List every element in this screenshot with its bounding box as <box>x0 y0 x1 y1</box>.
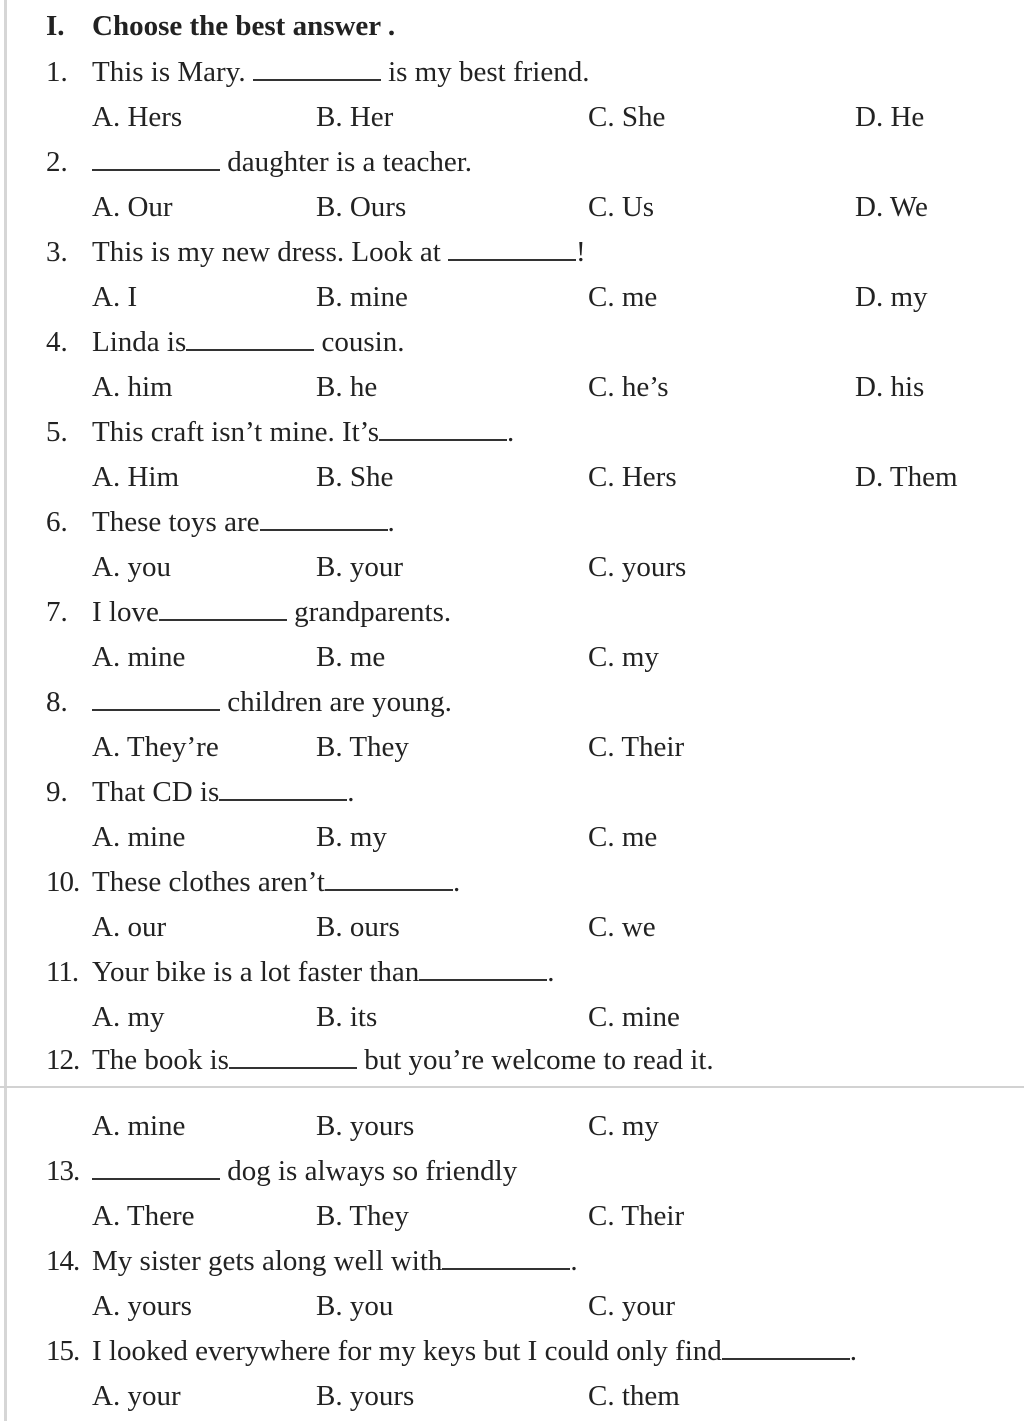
question-14-option-c[interactable]: C. your <box>588 1290 675 1322</box>
question-6-option-c[interactable]: C. yours <box>588 551 687 583</box>
question-2-option-d[interactable]: D. We <box>855 191 928 223</box>
question-13-option-a[interactable]: A. There <box>92 1200 195 1232</box>
question-15-option-b[interactable]: B. yours <box>316 1380 415 1412</box>
question-15-option-c[interactable]: C. them <box>588 1380 680 1412</box>
question-text-after: ! <box>576 236 586 268</box>
question-5-option-c[interactable]: C. Hers <box>588 461 677 493</box>
question-number: 11. <box>46 956 79 988</box>
question-text-after: grandparents. <box>286 596 452 628</box>
question-12 <box>46 1040 714 1080</box>
answer-blank[interactable] <box>253 55 381 81</box>
question-8-option-c[interactable]: C. Their <box>588 731 685 763</box>
question-number: 10. <box>46 866 80 898</box>
question-number: 4. <box>46 326 68 358</box>
question-9-option-b[interactable]: B. my <box>316 821 387 853</box>
question-5-option-b[interactable]: B. She <box>316 461 394 493</box>
question-11-option-b[interactable]: B. its <box>316 1001 378 1033</box>
question-6 <box>46 502 395 542</box>
question-7 <box>46 592 451 632</box>
answer-blank[interactable] <box>159 595 287 621</box>
question-number: 12. <box>46 1044 80 1076</box>
question-text-before: These toys are <box>92 506 260 538</box>
question-number: 13. <box>46 1155 80 1187</box>
question-number: 8. <box>46 686 68 718</box>
question-8-option-b[interactable]: B. They <box>316 731 409 763</box>
question-2 <box>46 142 472 182</box>
question-5-option-d[interactable]: D. Them <box>855 461 958 493</box>
question-6-option-a[interactable]: A. you <box>92 551 171 583</box>
question-text-before: That CD is <box>92 776 220 808</box>
question-text-before: These clothes aren’t <box>92 866 325 898</box>
section-number: I. <box>46 10 65 42</box>
question-14-option-a[interactable]: A. yours <box>92 1290 192 1322</box>
question-text-after: . <box>347 776 355 808</box>
question-13 <box>46 1151 517 1191</box>
question-text-before: Linda is <box>92 326 187 358</box>
answer-blank[interactable] <box>260 505 388 531</box>
answer-blank[interactable] <box>219 775 347 801</box>
question-text-after: . <box>547 956 555 988</box>
page-break-line <box>0 1086 1024 1088</box>
question-12-option-b[interactable]: B. yours <box>316 1110 415 1142</box>
answer-blank[interactable] <box>186 325 314 351</box>
page-left-edge <box>4 0 7 1421</box>
question-14 <box>46 1241 578 1281</box>
question-text-before: This is my new dress. Look at <box>92 236 449 268</box>
question-1 <box>46 52 589 92</box>
question-11-option-c[interactable]: C. mine <box>588 1001 680 1033</box>
section-title: Choose the best answer . <box>92 10 396 42</box>
question-1-option-d[interactable]: D. He <box>855 101 925 133</box>
question-10-option-b[interactable]: B. ours <box>316 911 400 943</box>
question-4-option-c[interactable]: C. he’s <box>588 371 669 403</box>
question-4-option-a[interactable]: A. him <box>92 371 173 403</box>
question-text-after: . <box>387 506 395 538</box>
question-text-after: daughter is a teacher. <box>220 146 473 178</box>
question-2-option-b[interactable]: B. Ours <box>316 191 407 223</box>
question-text-before: I looked everywhere for my keys but I could only find <box>92 1335 722 1367</box>
question-11 <box>46 952 555 992</box>
question-15-option-a[interactable]: A. your <box>92 1380 181 1412</box>
answer-blank[interactable] <box>92 685 220 711</box>
question-text-after: children are young. <box>220 686 452 718</box>
question-14-option-b[interactable]: B. you <box>316 1290 394 1322</box>
question-text-after: cousin. <box>314 326 405 358</box>
question-number: 1. <box>46 56 68 88</box>
question-9 <box>46 772 355 812</box>
answer-blank[interactable] <box>92 145 220 171</box>
question-number: 6. <box>46 506 68 538</box>
question-number: 14. <box>46 1245 80 1277</box>
question-2-option-c[interactable]: C. Us <box>588 191 655 223</box>
question-7-option-a[interactable]: A. mine <box>92 641 186 673</box>
question-12-option-c[interactable]: C. my <box>588 1110 659 1142</box>
question-text-before: The book is <box>92 1044 229 1076</box>
answer-blank[interactable] <box>448 235 576 261</box>
question-text-after: . <box>849 1335 858 1367</box>
question-text-after: . <box>570 1245 578 1277</box>
question-8-option-a[interactable]: A. They’re <box>92 731 219 763</box>
question-9-option-c[interactable]: C. me <box>588 821 658 853</box>
question-15 <box>46 1331 857 1371</box>
question-number: 15. <box>46 1335 80 1367</box>
question-text-before: This craft isn’t mine. It’s <box>92 416 379 448</box>
question-4-option-b[interactable]: B. he <box>316 371 378 403</box>
answer-blank[interactable] <box>442 1244 570 1270</box>
question-number: 5. <box>46 416 68 448</box>
question-text-after: but you’re welcome to read it. <box>356 1044 714 1076</box>
question-13-option-c[interactable]: C. Their <box>588 1200 685 1232</box>
answer-blank[interactable] <box>419 955 547 981</box>
question-3-option-b[interactable]: B. mine <box>316 281 408 313</box>
answer-blank[interactable] <box>92 1154 220 1180</box>
question-1-option-a[interactable]: A. Hers <box>92 101 183 133</box>
question-text-after: . <box>507 416 515 448</box>
question-2-option-a[interactable]: A. Our <box>92 191 173 223</box>
question-text-before: My sister gets along well with <box>92 1245 443 1277</box>
question-10 <box>46 862 460 902</box>
question-12-option-a[interactable]: A. mine <box>92 1110 186 1142</box>
question-3-option-c[interactable]: C. me <box>588 281 658 313</box>
question-text-after: . <box>452 866 461 898</box>
question-number: 3. <box>46 236 68 268</box>
question-5-option-a[interactable]: A. Him <box>92 461 179 493</box>
answer-blank[interactable] <box>325 865 453 891</box>
question-1-option-b[interactable]: B. Her <box>316 101 394 133</box>
question-number: 2. <box>46 146 68 178</box>
question-3 <box>46 232 586 272</box>
question-1-option-c[interactable]: C. She <box>588 101 666 133</box>
question-number: 9. <box>46 776 68 808</box>
question-text-after: dog is always so friendly <box>220 1155 518 1187</box>
question-7-option-b[interactable]: B. me <box>316 641 386 673</box>
question-8 <box>46 682 452 722</box>
question-11-option-a[interactable]: A. my <box>92 1001 165 1033</box>
answer-blank[interactable] <box>229 1043 357 1069</box>
question-5 <box>46 412 514 452</box>
question-7-option-c[interactable]: C. my <box>588 641 659 673</box>
question-text-before: Your bike is a lot faster than <box>92 956 420 988</box>
question-3-option-d[interactable]: D. my <box>855 281 928 313</box>
question-10-option-c[interactable]: C. we <box>588 911 656 943</box>
answer-blank[interactable] <box>722 1334 850 1360</box>
question-13-option-b[interactable]: B. They <box>316 1200 409 1232</box>
question-number: 7. <box>46 596 68 628</box>
question-3-option-a[interactable]: A. I <box>92 281 138 313</box>
question-text-before: This is Mary. <box>92 56 253 88</box>
question-4-option-d[interactable]: D. his <box>855 371 925 403</box>
question-10-option-a[interactable]: A. our <box>92 911 167 943</box>
question-text-before: I love <box>92 596 159 628</box>
question-4 <box>46 322 404 362</box>
answer-blank[interactable] <box>379 415 507 441</box>
question-text-after: is my best friend. <box>380 56 590 88</box>
question-9-option-a[interactable]: A. mine <box>92 821 186 853</box>
section-heading <box>46 6 395 46</box>
question-6-option-b[interactable]: B. your <box>316 551 403 583</box>
